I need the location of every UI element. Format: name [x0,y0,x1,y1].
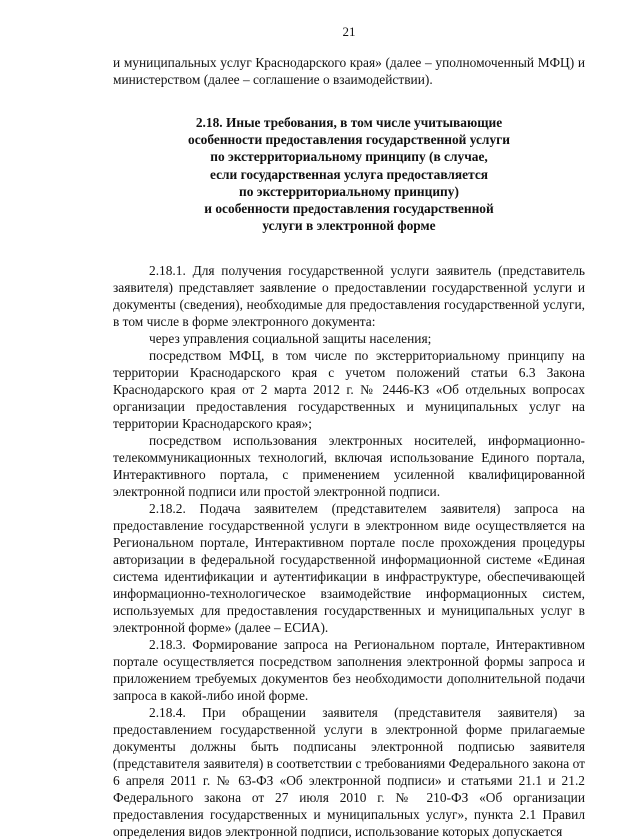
heading-line: по экстерриториальному принципу) [239,183,459,199]
section-heading [113,114,585,234]
list-item-mfc: посредством МФЦ, в том числе по экстерриториальному принципу на территории Краснодарского края с учетом положений статьи 6.3 Закона Краснодарского края от 2 марта 2012 г. № 2446-КЗ «Об отдельных вопросах организации предоставления государственных и муниципальных услуг на территории Краснодарского края»; [113,348,585,432]
list-item-electronic-media: посредством использования электронных носителей, информационно-телекоммуникационных технологий, включая использование Единого портала, Интерактивного портала, с применением усиленной квалифицированной электронной подписи или простой электронной подписи. [113,433,585,500]
intro-paragraph: и муниципальных услуг Краснодарского края» (далее – уполномоченный МФЦ) и министерством (далее – соглашение о взаимодействии). [113,55,585,87]
paragraph-2-18-1: 2.18.1. Для получения государственной услуги заявитель (представитель заявителя) представляет заявление о предоставлении государственной услуги и документы (сведения), необходимые для предоставления государственной услуги, в том числе в форме электронного документа: [113,263,585,330]
heading-line: особенности предоставления государственной услуги [188,132,510,148]
paragraph-2-18-4: 2.18.4. При обращении заявителя (представителя заявителя) за предоставлением государственной услуги в электронной форме прилагаемые документы должны быть подписаны электронной подписью заявителя (представителя заявителя) в соответствии с требованиями Федерального закона от 6 апреля 2011 г. № 63-ФЗ «Об электронной подписи» и статьями 21.1 и 21.2 Федерального закона от 27 июля 2010 г. № 210-ФЗ «Об организации предоставления государственных и муниципальных услуг», пункта 2.1 Правил определения видов электронной подписи, использование которых допускается [113,705,585,840]
page-number: 21 [342,24,356,39]
paragraph-2-18-2: 2.18.2. Подача заявителем (представителем заявителя) запроса на предоставление государственной услуги в электронном виде осуществляется на Региональном портале, Интерактивном портале после прохождения процедуры авторизации в федеральной государственной информационной системе «Единая система идентификации и аутентификации в инфраструктуре, обеспечивающей информационно-технологическое взаимодействие информационных систем, используемых для предоставления государственных и муниципальных услуг в электронной форме» (далее – ЕСИА). [113,501,585,636]
list-item-social-protection: через управления социальной защиты населения; [149,331,432,347]
paragraph-2-18-3: 2.18.3. Формирование запроса на Региональном портале, Интерактивном портале осуществляется посредством заполнения электронной формы запроса и приложением требуемых документов без необходимости дополнительной подачи запроса в какой-либо иной форме. [113,637,585,704]
heading-line: 2.18. Иные требования, в том числе учитывающие [195,115,503,130]
heading-line: услуги в электронной форме [262,218,436,234]
heading-line: по экстерриториальному принципу (в случае, [210,149,488,165]
heading-line: если государственная услуга предоставляется [209,166,489,182]
heading-line: и особенности предоставления государственной [204,201,494,217]
